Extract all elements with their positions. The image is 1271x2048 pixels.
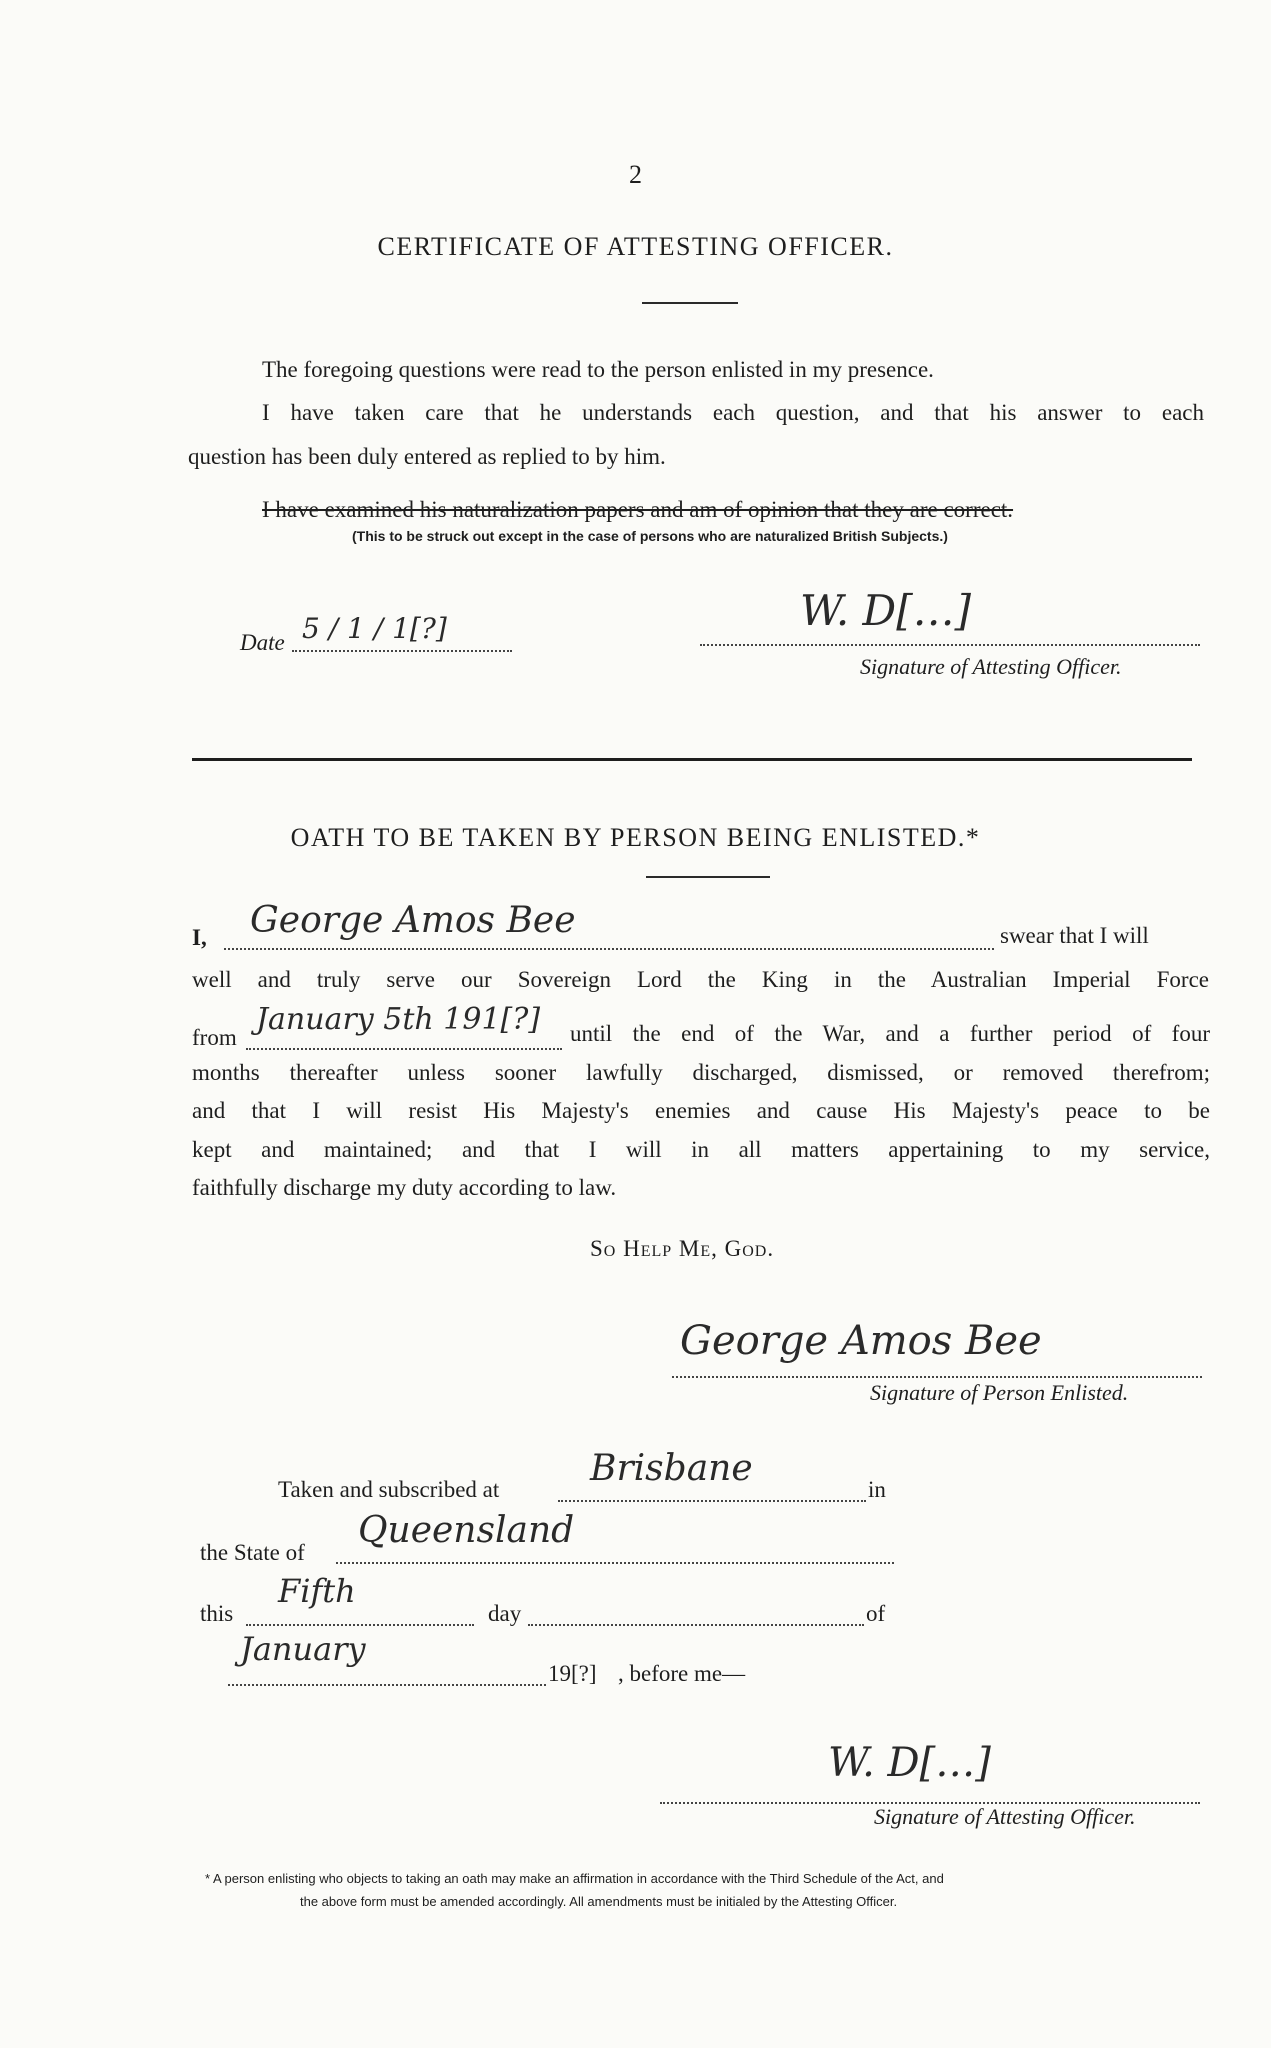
certificate-line-3: question has been duly entered as replied to by him.: [188, 444, 666, 469]
year-label: 19[?]: [548, 1661, 597, 1686]
officer-signature-2: W. D[…]: [828, 1740, 991, 1786]
before-me: , before me—: [618, 1661, 746, 1686]
date-label: Date: [240, 630, 285, 655]
certificate-title: CERTIFICATE OF ATTESTING OFFICER.: [377, 232, 894, 261]
state-value: Queensland: [358, 1510, 575, 1551]
footnote-line-2: the above form must be amended accordingly. All amendments must be initialed by the Attesting Officer.: [300, 1894, 898, 1909]
month-value: January: [240, 1630, 366, 1668]
certificate-line-1: The foregoing questions were read to the person enlisted in my presence.: [262, 357, 934, 382]
footnote-line-1: * A person enlisting who objects to taking an oath may make an affirmation in accordance with the Third Schedule of the Act, and: [205, 1871, 944, 1886]
oath-title-rule: [646, 876, 770, 878]
title-rule: [642, 302, 738, 304]
oath-from-value: January 5th 191[?]: [256, 1002, 541, 1037]
person-signature-label: Signature of Person Enlisted.: [870, 1380, 1129, 1405]
date-value: 5 / 1 / 1[?]: [302, 612, 447, 645]
oath-swear: swear that I will: [1000, 923, 1149, 948]
oath-line-5: and that I will resist His Majesty's enemies and cause His Majesty's peace to be: [192, 1098, 1210, 1123]
day-of-line: [528, 1594, 864, 1626]
oath-from-label: from: [192, 1025, 237, 1050]
oath-i-label: I,: [192, 925, 207, 950]
officer-signature-label-2: Signature of Attesting Officer.: [874, 1804, 1136, 1829]
taken-subscribed-label: Taken and subscribed at: [278, 1477, 500, 1502]
officer-signature-label: Signature of Attesting Officer.: [860, 654, 1122, 679]
person-signature: George Amos Bee: [680, 1318, 1042, 1364]
section-divider: [192, 758, 1192, 761]
page-number: 2: [629, 160, 642, 189]
state-label: the State of: [200, 1540, 305, 1565]
certificate-line-2: I have taken care that he understands each question, and that his answer to each: [262, 400, 1204, 425]
of-label: of: [866, 1601, 886, 1626]
oath-line-6: kept and maintained; and that I will in all matters appertaining to my service,: [192, 1137, 1210, 1162]
day-label: day: [488, 1601, 522, 1626]
naturalization-note: (This to be struck out except in the case of persons who are naturalized British Subjects.): [352, 528, 948, 544]
oath-name-value: George Amos Bee: [250, 900, 576, 941]
oath-line-3: until the end of the War, and a further period of four: [570, 1021, 1210, 1046]
in-label: in: [868, 1477, 886, 1502]
oath-line-7: faithfully discharge my duty according to law.: [192, 1175, 617, 1200]
oath-title: OATH TO BE TAKEN BY PERSON BEING ENLISTED.*: [290, 823, 981, 852]
oath-line-2: well and truly serve our Sovereign Lord the King in the Australian Imperial Force: [192, 967, 1209, 992]
naturalization-struck-line: I have examined his naturalization papers and am of opinion that they are correct.: [262, 497, 1014, 522]
officer-signature: W. D[…]: [800, 586, 971, 635]
place-value: Brisbane: [590, 1448, 753, 1489]
oath-line-4: months thereafter unless sooner lawfully discharged, dismissed, or removed therefrom;: [192, 1060, 1210, 1085]
this-label: this: [200, 1601, 234, 1626]
day-value: Fifth: [278, 1572, 356, 1610]
so-help-me-god: So Help Me, God.: [590, 1236, 775, 1261]
